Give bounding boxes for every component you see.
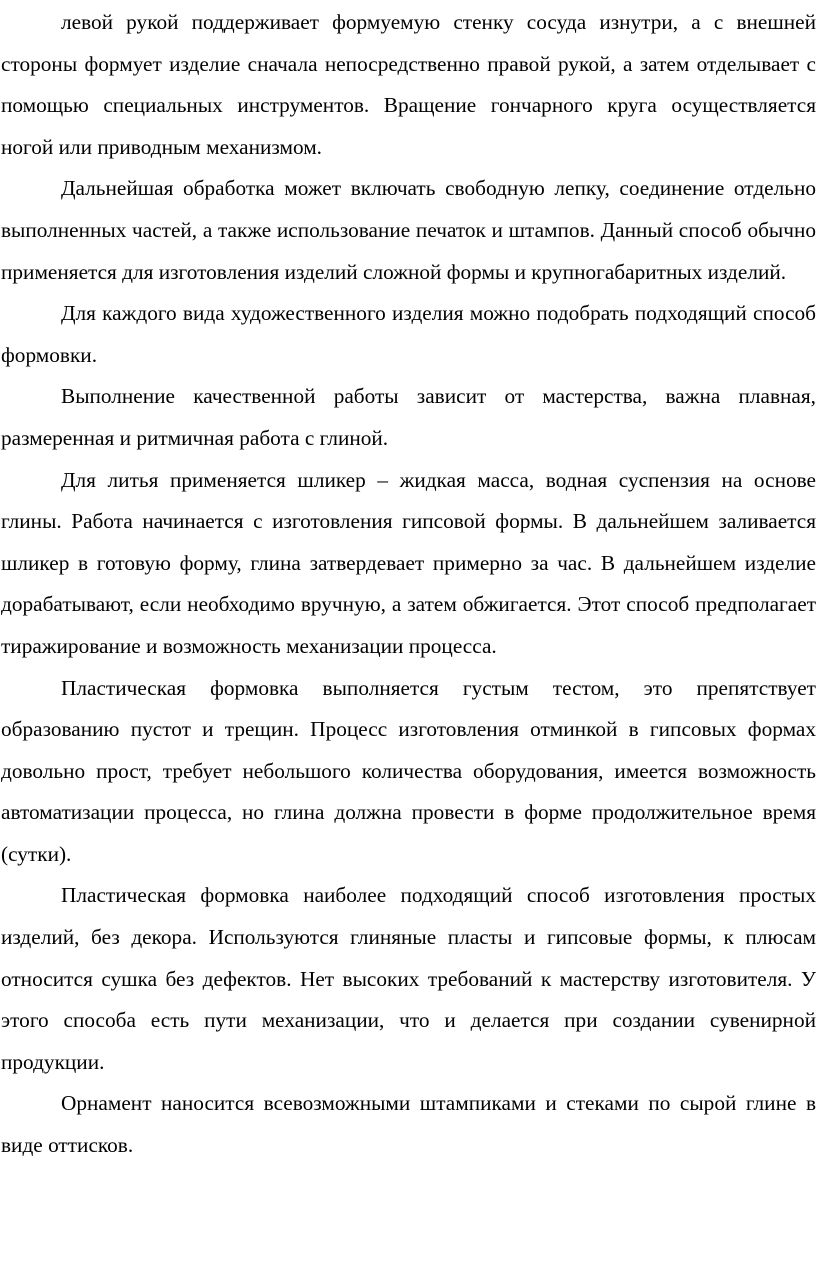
paragraph-6: Пластическая формовка выполняется густым тестом, это препятствует образованию пустот и трещин. Процесс изготовления отминкой в гипсовых формах довольно прост, требует небольшого количества оборудования, имеется возможность автоматизации процесса, но глина должна провести в форме продолжительное время (сутки). (1, 675, 816, 866)
paragraph-1: левой рукой поддерживает формуемую стенку сосуда изнутри, а с внешней стороны формует изделие сначала непосредственно правой рукой, а затем отделывает с помощью специальных инструментов. Вращение гончарного круга осуществляется ногой или приводным механизмом. (1, 10, 816, 159)
paragraph-7: Пластическая формовка наиболее подходящий способ изготовления простых изделий, без декора. Используются глиняные пласты и гипсовые формы, к плюсам относится сушка без дефектов. Нет высоких требований к мастерству изготовителя. У этого способа есть пути механизации, что и делается при создании сувенирной продукции. (1, 883, 816, 1074)
paragraph-2: Дальнейшая обработка может включать свободную лепку, соединение отдельно выполненных частей, а также использование печаток и штампов. Данный способ обычно применяется для изготовления изделий сложной формы и крупногабаритных изделий. (1, 176, 816, 284)
paragraph-3: Для каждого вида художественного изделия можно подобрать подходящий способ формовки. (1, 301, 816, 367)
paragraph-4: Выполнение качественной работы зависит от мастерства, важна плавная, размеренная и ритмичная работа с глиной. (1, 384, 816, 450)
paragraph-5: Для литья применяется шликер – жидкая масса, водная суспензия на основе глины. Работа начинается с изготовления гипсовой формы. В дальнейшем заливается шликер в готовую форму, глина затвердевает примерно за час. В дальнейшем изделие дорабатывают, если необходимо вручную, а затем обжигается. Этот способ предполагает тиражирование и возможность механизации процесса. (1, 467, 816, 658)
paragraph-8: Орнамент наносится всевозможными штампиками и стеками по сырой глине в виде оттисков. (1, 1091, 816, 1158)
